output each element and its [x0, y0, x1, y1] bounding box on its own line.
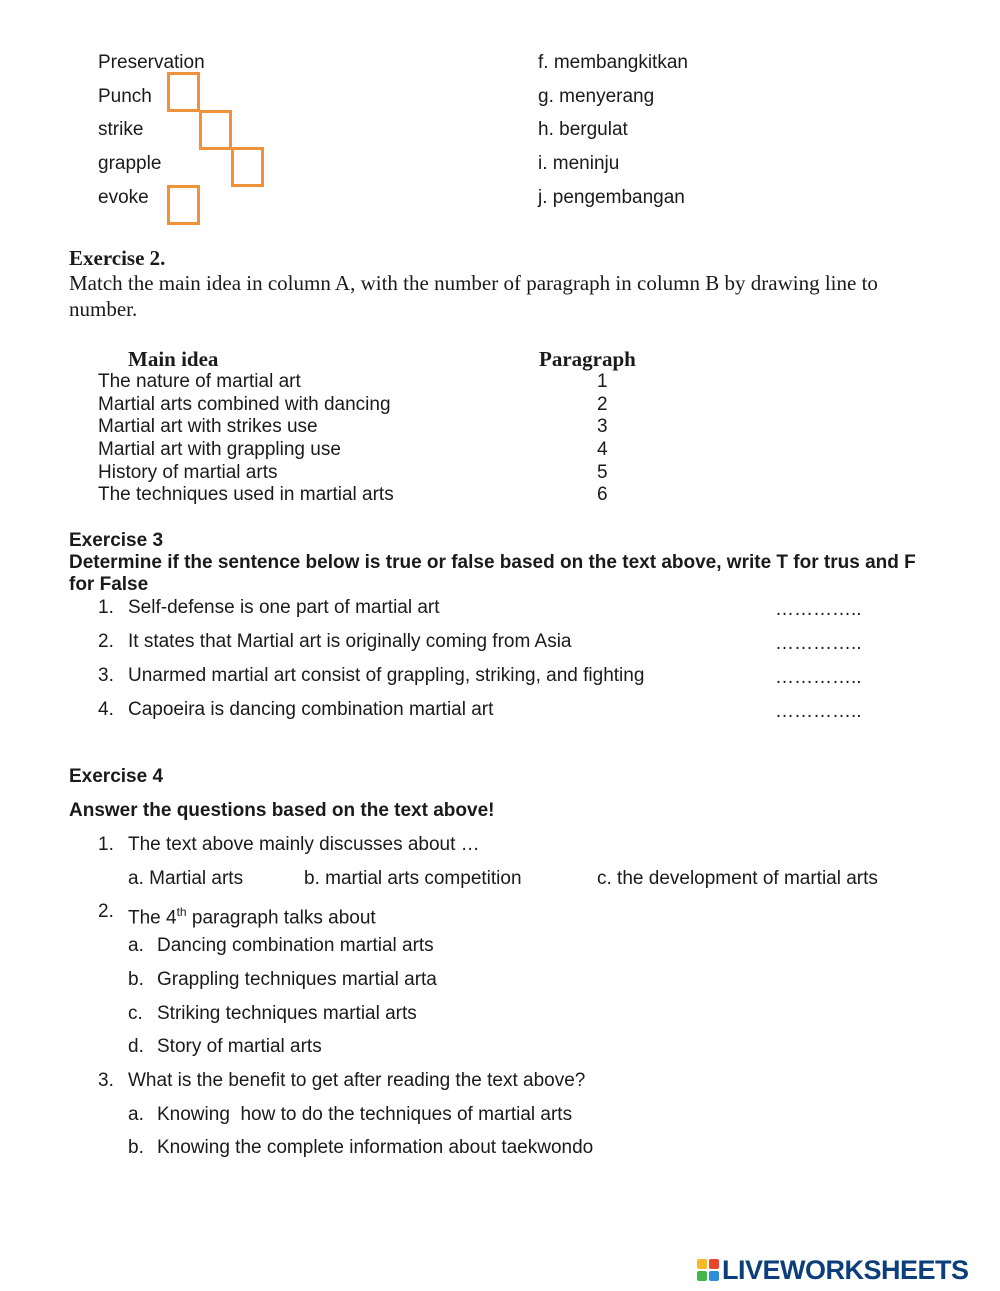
paragraph-number-6: 6	[597, 484, 608, 505]
logo-tile-4	[709, 1271, 719, 1281]
answer-box-2[interactable]	[199, 110, 232, 150]
main-idea-4: Martial art with grappling use	[98, 439, 341, 460]
vocab-word-2: Punch	[98, 86, 152, 107]
logo-tile-icon	[697, 1259, 719, 1281]
question-2-option-b-letter: b.	[128, 969, 144, 990]
main-idea-2: Martial arts combined with dancing	[98, 394, 391, 415]
vocab-word-5: evoke	[98, 187, 149, 208]
column-a-header: Main idea	[128, 347, 219, 371]
question-2-option-a-letter: a.	[128, 935, 144, 956]
exercise-2-instruction: Match the main idea in column A, with the number of paragraph in column B by drawing line to number.	[69, 271, 878, 321]
paragraph-number-5: 5	[597, 462, 608, 483]
exercise-3-instruction: Determine if the sentence below is true or false based on the text above, write T for trus and F for False	[69, 552, 916, 595]
tf-item-2-number: 2.	[98, 631, 114, 652]
tf-item-3-number: 3.	[98, 665, 114, 686]
question-2-option-d[interactable]: Story of martial arts	[157, 1036, 322, 1057]
logo-text: LIVEWORKSHEETS	[722, 1254, 969, 1285]
answer-box-1[interactable]	[167, 72, 200, 112]
vocab-meaning-3: h. bergulat	[538, 119, 628, 140]
question-2-superscript: th	[176, 905, 187, 919]
main-idea-6: The techniques used in martial arts	[98, 484, 394, 505]
question-3-option-b[interactable]: Knowing the complete information about taekwondo	[157, 1137, 594, 1158]
question-1-text: The text above mainly discusses about …	[128, 834, 480, 855]
main-idea-5: History of martial arts	[98, 462, 278, 483]
question-1-number: 1.	[98, 834, 114, 855]
paragraph-number-3: 3	[597, 416, 608, 437]
vocab-word-3: strike	[98, 119, 144, 140]
paragraph-number-1: 1	[597, 371, 608, 392]
question-1-option-b[interactable]: b. martial arts competition	[304, 868, 522, 889]
question-1-option-a[interactable]: a. Martial arts	[128, 868, 244, 889]
paragraph-number-2: 2	[597, 394, 608, 415]
tf-item-4-text: Capoeira is dancing combination martial art	[128, 699, 494, 720]
main-idea-3: Martial art with strikes use	[98, 416, 318, 437]
tf-item-2-blank[interactable]: …………..	[775, 633, 862, 654]
question-2-option-c-letter: c.	[128, 1003, 143, 1024]
question-2-option-d-letter: d.	[128, 1036, 144, 1057]
tf-item-1-blank[interactable]: …………..	[775, 599, 862, 620]
tf-item-1-number: 1.	[98, 597, 114, 618]
question-2-text	[128, 901, 376, 929]
main-idea-1: The nature of martial art	[98, 371, 301, 392]
question-3-number: 3.	[98, 1070, 114, 1091]
question-3-option-a[interactable]: Knowing how to do the techniques of martial arts	[157, 1104, 573, 1125]
exercise-2-title: Exercise 2.	[69, 246, 166, 270]
column-b-header: Paragraph	[539, 347, 636, 371]
question-2-text-post: paragraph talks about	[186, 907, 376, 929]
question-1-option-c[interactable]: c. the development of martial arts	[597, 868, 878, 889]
paragraph-number-4: 4	[597, 439, 608, 460]
question-3-option-a-letter: a.	[128, 1104, 144, 1125]
question-2-option-b[interactable]: Grappling techniques martial arta	[157, 969, 437, 990]
tf-item-4-number: 4.	[98, 699, 114, 720]
vocab-word-4: grapple	[98, 153, 162, 174]
question-3-option-b-letter: b.	[128, 1137, 144, 1158]
logo-tile-1	[697, 1259, 707, 1269]
logo-tile-2	[709, 1259, 719, 1269]
tf-item-3-text: Unarmed martial art consist of grappling, striking, and fighting	[128, 665, 645, 686]
vocab-meaning-2: g. menyerang	[538, 86, 655, 107]
vocab-word-1: Preservation	[98, 52, 205, 73]
tf-item-4-blank[interactable]: …………..	[775, 701, 862, 722]
tf-item-2-text: It states that Martial art is originally coming from Asia	[128, 631, 572, 652]
question-2-option-c[interactable]: Striking techniques martial arts	[157, 1003, 417, 1024]
tf-item-3-blank[interactable]: …………..	[775, 667, 862, 688]
vocab-meaning-4: i. meninju	[538, 153, 620, 174]
vocab-meaning-5: j. pengembangan	[538, 187, 685, 208]
exercise-4-title: Exercise 4	[69, 766, 164, 787]
liveworksheets-logo	[697, 1254, 969, 1286]
question-2-text-pre: The 4	[128, 907, 177, 929]
question-2-number: 2.	[98, 901, 114, 922]
exercise-3-title: Exercise 3	[69, 530, 164, 551]
question-2-option-a[interactable]: Dancing combination martial arts	[157, 935, 434, 956]
answer-box-4[interactable]	[167, 185, 200, 225]
answer-box-3[interactable]	[231, 147, 264, 187]
exercise-4-instruction: Answer the questions based on the text above!	[69, 800, 495, 821]
logo-tile-3	[697, 1271, 707, 1281]
vocab-meaning-1: f. membangkitkan	[538, 52, 688, 73]
tf-item-1-text: Self-defense is one part of martial art	[128, 597, 440, 618]
question-3-text: What is the benefit to get after reading the text above?	[128, 1070, 586, 1091]
